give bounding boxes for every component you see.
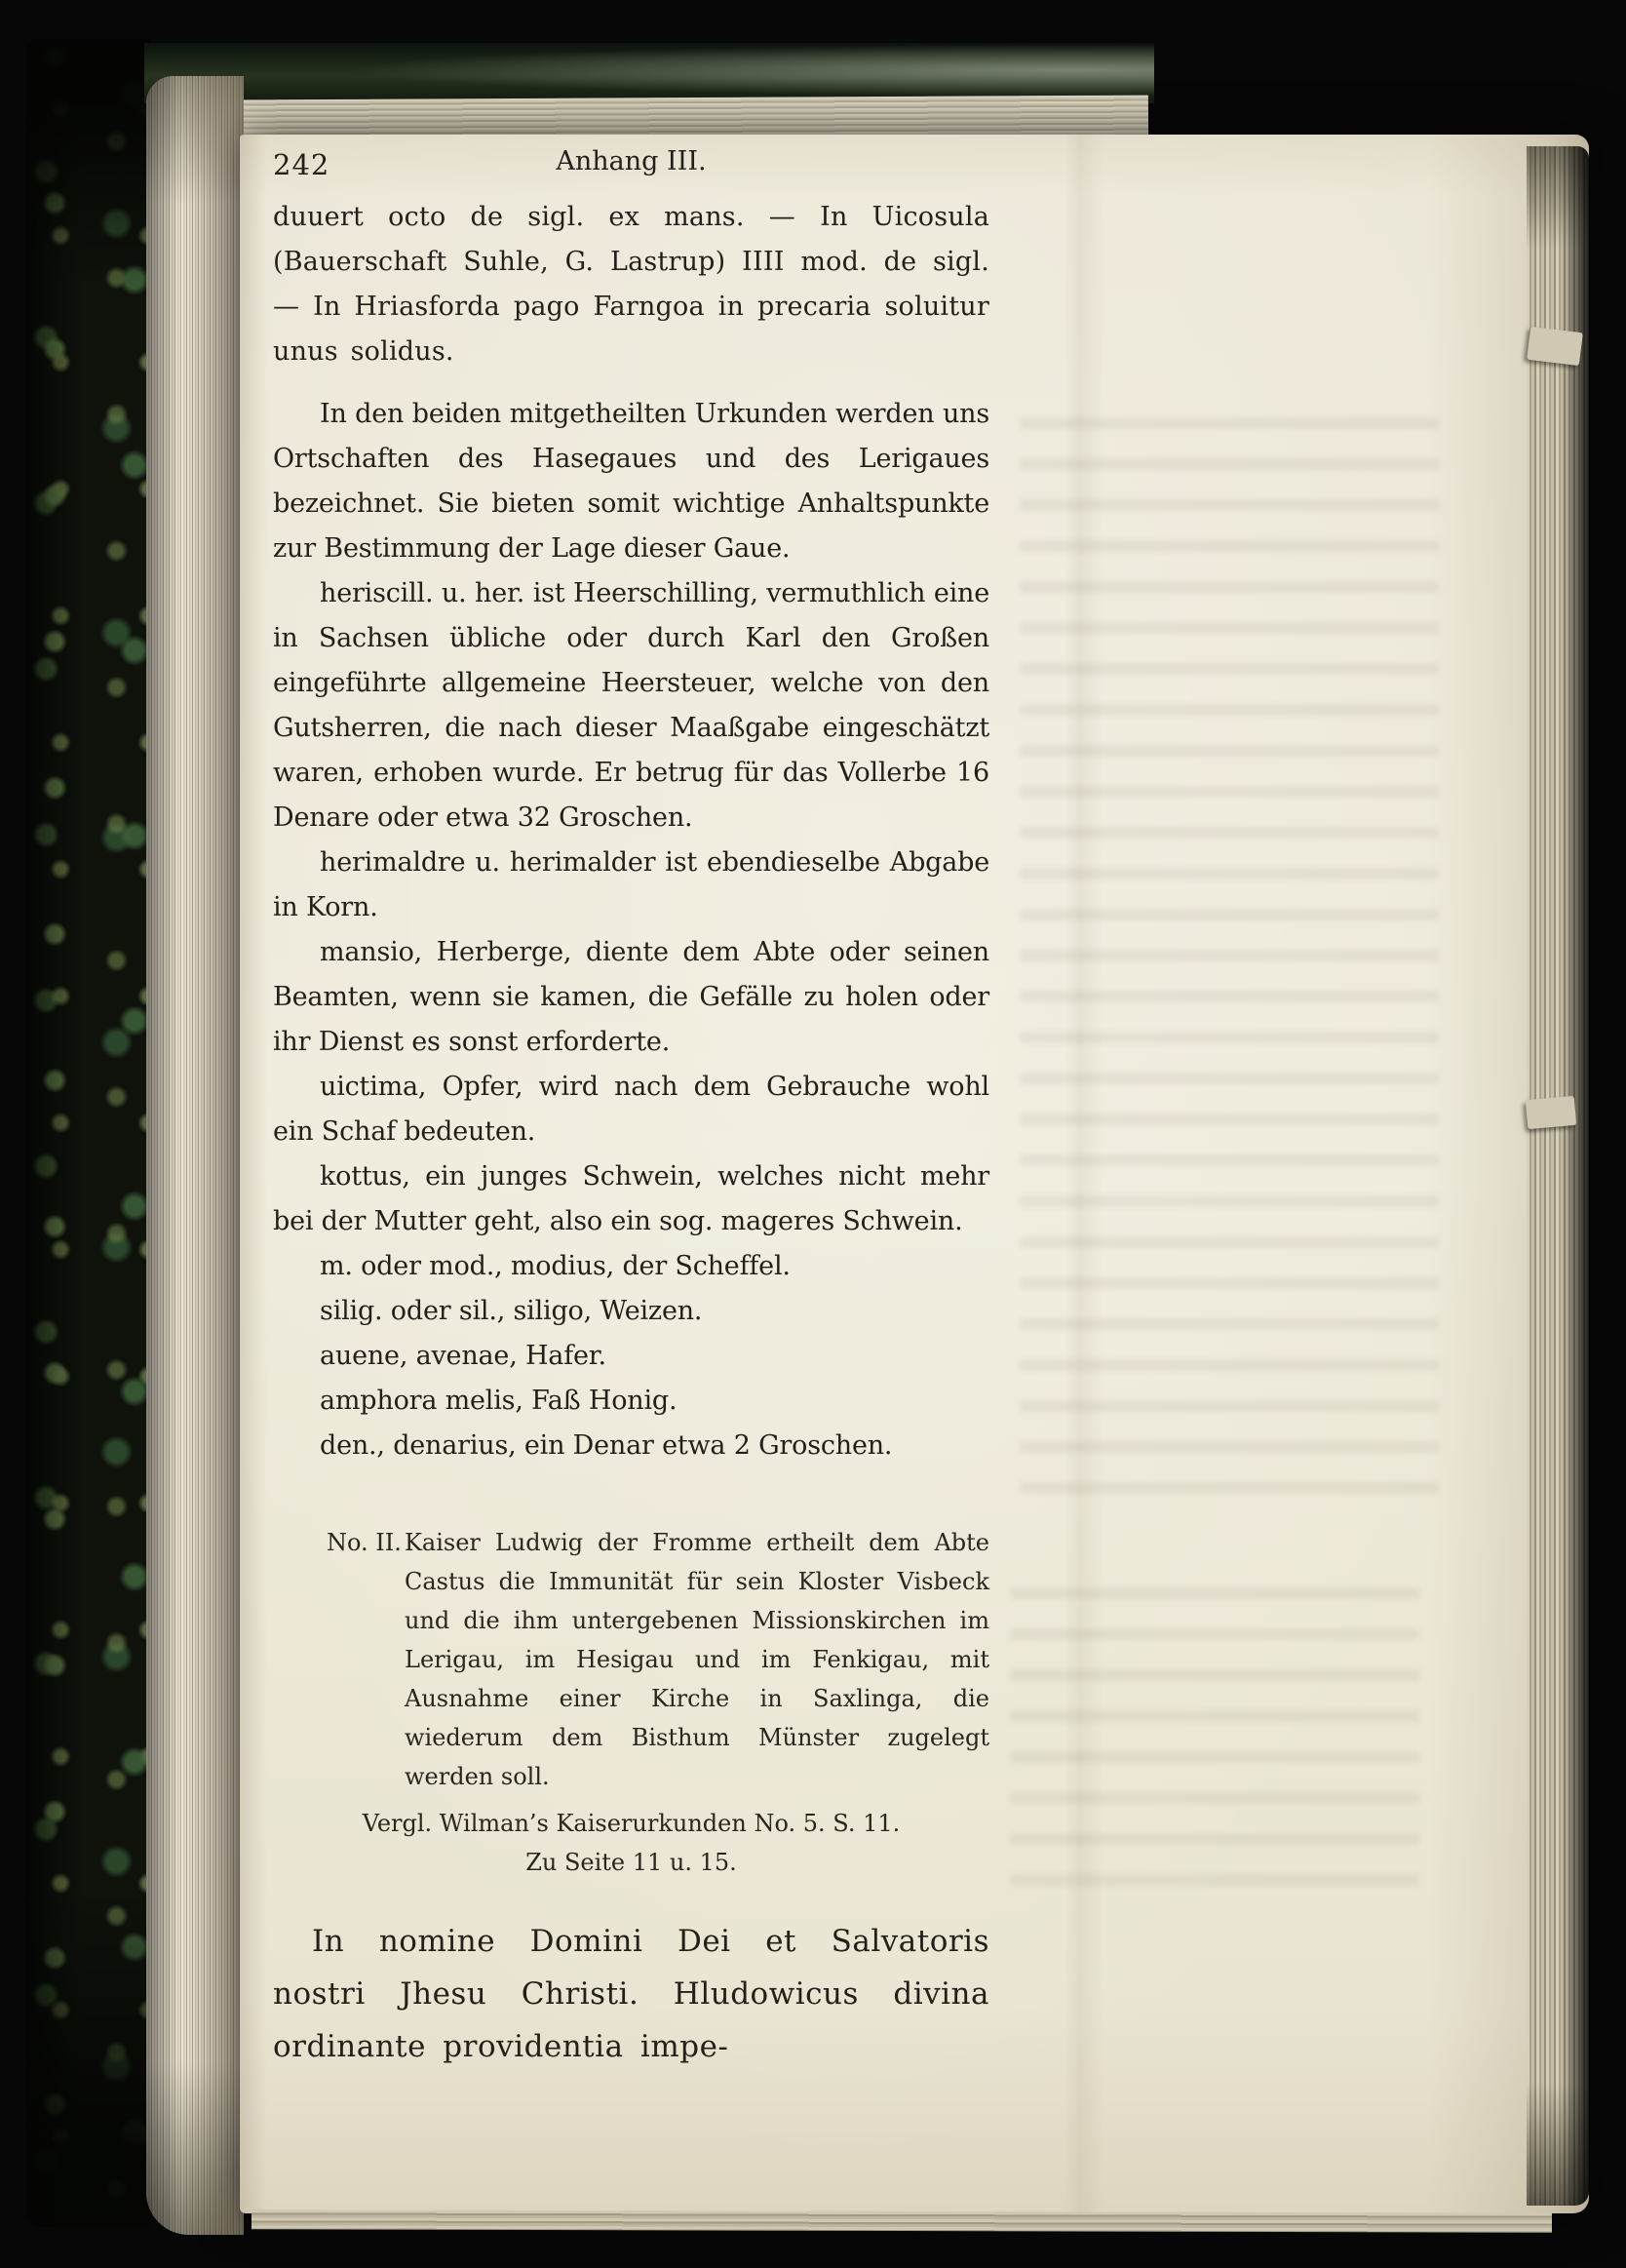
bleed-through-ghost [1020, 417, 1439, 1509]
body-paragraph: heriscill. u. her. ist Heerschilling, vermuthlich eine in Sachsen übliche oder durch Karl den Großen eingeführte allgemeine Heersteuer, welche von den Gutsherren, die nach dieser Maaßgabe eingeschätzt waren, erhoben wurde. Er betrug für das Vollerbe 16 Denare oder etwa 32 Groschen. [273, 578, 989, 833]
cover-top-edge [144, 43, 1154, 103]
page-edges-bottom [252, 2209, 1552, 2232]
body-paragraph: mansio, Herberge, diente dem Abte oder seinen Beamten, wenn sie kamen, die Gefälle zu holen oder ihr Dienst es sonst erforderte. [273, 937, 989, 1057]
page-stack-left [146, 76, 244, 2235]
page-text-block [273, 146, 989, 2073]
note-reference: Vergl. Wilman’s Kaiserurkunden No. 5. S. 11. [362, 1810, 901, 1837]
page-number: 242 [273, 148, 330, 181]
bleed-through-ghost [1010, 1587, 1419, 1909]
page-edge-flap [1526, 1096, 1576, 1129]
body-paragraph: duuert octo de sigl. ex mans. — In Uicosula (Bauerschaft Suhle, G. Lastrup) IIII mod. de sigl. — In Hriasforda pago Farngoa in precaria soluitur unus solidus. [273, 202, 989, 367]
note-text: Kaiser Ludwig der Fromme ertheilt dem Abte Castus die Immunität für sein Kloster Visbeck und die ihm untergebenen Missionskirchen im Lerigau, im Hesigau und im Fenkigau, mit Ausnahme einer Kirche in Saxlinga, die wiederum dem Bisthum Münster zugelegt werden soll. [405, 1529, 989, 1790]
body-paragraph: In den beiden mitgetheilten Urkunden werden uns Ortschaften des Hasegaues und des Lerigaues bezeichnet. Sie bieten somit wichtige Anhaltspunkte zur Bestimmung der Lage dieser Gaue. [273, 399, 989, 564]
glossary-entry: den., denarius, ein Denar etwa 2 Groschen. [320, 1430, 893, 1461]
body-paragraph: kottus, ein junges Schwein, welches nicht mehr bei der Mutter geht, also ein sog. mageres Schwein. [273, 1161, 989, 1236]
closing-paragraph: In nomine Domini Dei et Salvatoris nostri Jhesu Christi. Hludowicus divina ordinante providentia impe- [273, 1924, 989, 2064]
marbled-cover [25, 39, 150, 2227]
page-edge-flap [1527, 327, 1583, 366]
body-paragraph: herimaldre u. herimalder ist ebendieselbe Abgabe in Korn. [273, 847, 989, 922]
glossary-entry: m. oder mod., modius, der Scheffel. [320, 1251, 791, 1281]
running-header: Anhang III. [556, 146, 707, 176]
note-row [273, 1523, 989, 1796]
charter-summary-note [273, 1523, 989, 1882]
glossary-entry: silig. oder sil., siligo, Weizen. [320, 1296, 703, 1326]
body-paragraph: uictima, Opfer, wird nach dem Gebrauche wohl ein Schaf bedeuten. [273, 1072, 989, 1147]
book-page [240, 135, 1589, 2213]
note-page-reference: Zu Seite 11 u. 15. [525, 1849, 737, 1876]
page-header [273, 146, 989, 195]
note-label: No. II. [327, 1529, 402, 1556]
glossary-entry: auene, avenae, Hafer. [320, 1341, 606, 1371]
page-edges-right [1527, 146, 1589, 2206]
glossary-entry: amphora melis, Faß Honig. [320, 1386, 678, 1416]
